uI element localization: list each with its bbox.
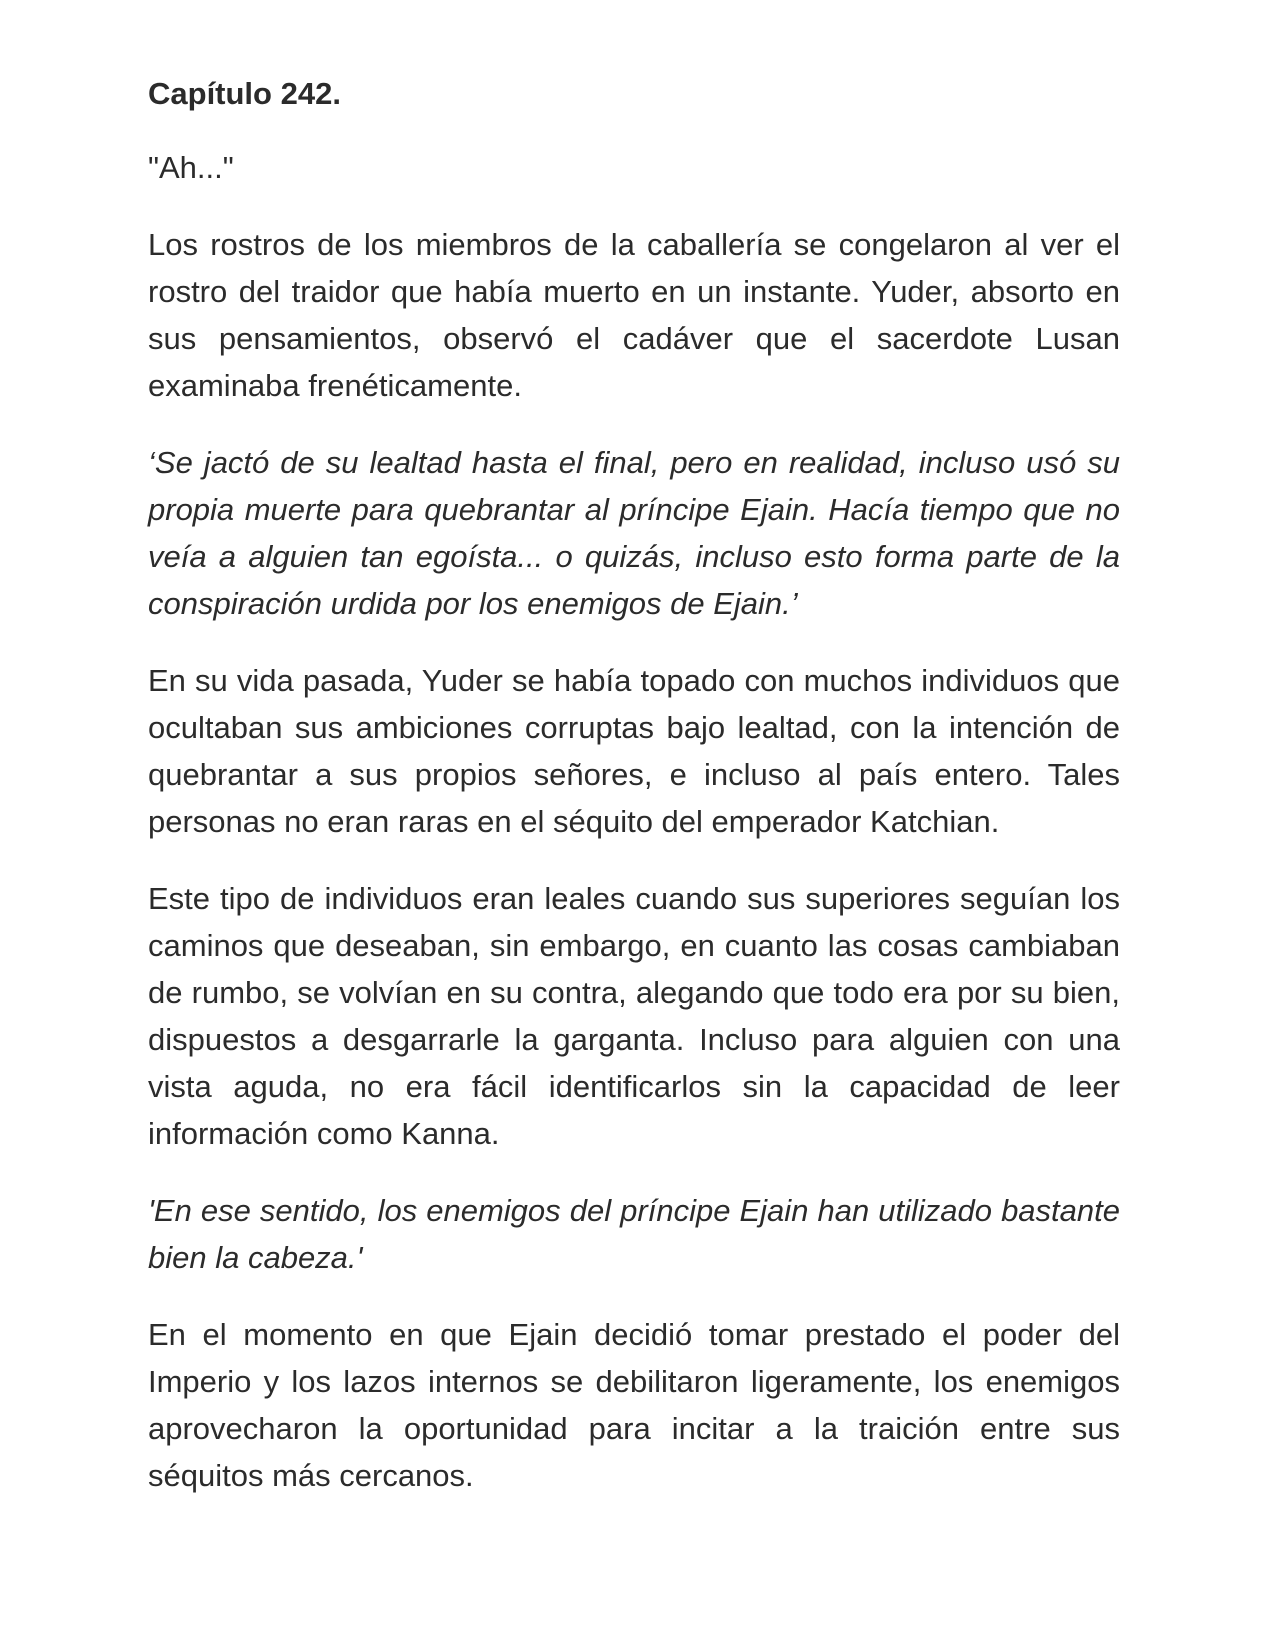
document-page (148, 70, 1120, 1529)
italic-thought-paragraph: ‘Se jactó de su lealtad hasta el final, pero en realidad, incluso usó su propia muerte para quebrantar al príncipe Ejain. Hacía tiempo que no veía a alguien tan egoísta... o quizás, incluso esto forma parte de la conspiración urdida por los enemigos de Ejain.’ (148, 445, 1120, 621)
paragraph: "Ah..." (148, 150, 234, 185)
chapter-title: Capítulo 242. (148, 76, 341, 111)
paragraph: Los rostros de los miembros de la caballería se congelaron al ver el rostro del traidor que había muerto en un instante. Yuder, absorto en sus pensamientos, observó el cadáver que el sacerdote Lusan examinaba frenéticamente. (148, 227, 1120, 403)
paragraph: Este tipo de individuos eran leales cuando sus superiores seguían los caminos que deseaban, sin embargo, en cuanto las cosas cambiaban de rumbo, se volvían en su contra, alegando que todo era por su bien, dispuestos a desgarrarle la garganta. Incluso para alguien con una vista aguda, no era fácil identificarlos sin la capacidad de leer información como Kanna. (148, 881, 1120, 1151)
paragraph: En su vida pasada, Yuder se había topado con muchos individuos que ocultaban sus ambiciones corruptas bajo lealtad, con la intención de quebrantar a sus propios señores, e incluso al país entero. Tales personas no eran raras en el séquito del emperador Katchian. (148, 663, 1120, 839)
paragraph: En el momento en que Ejain decidió tomar prestado el poder del Imperio y los lazos internos se debilitaron ligeramente, los enemigos aprovecharon la oportunidad para incitar a la traición entre sus séquitos más cercanos. (148, 1317, 1120, 1493)
italic-thought-paragraph: 'En ese sentido, los enemigos del príncipe Ejain han utilizado bastante bien la cabeza.' (148, 1193, 1120, 1275)
